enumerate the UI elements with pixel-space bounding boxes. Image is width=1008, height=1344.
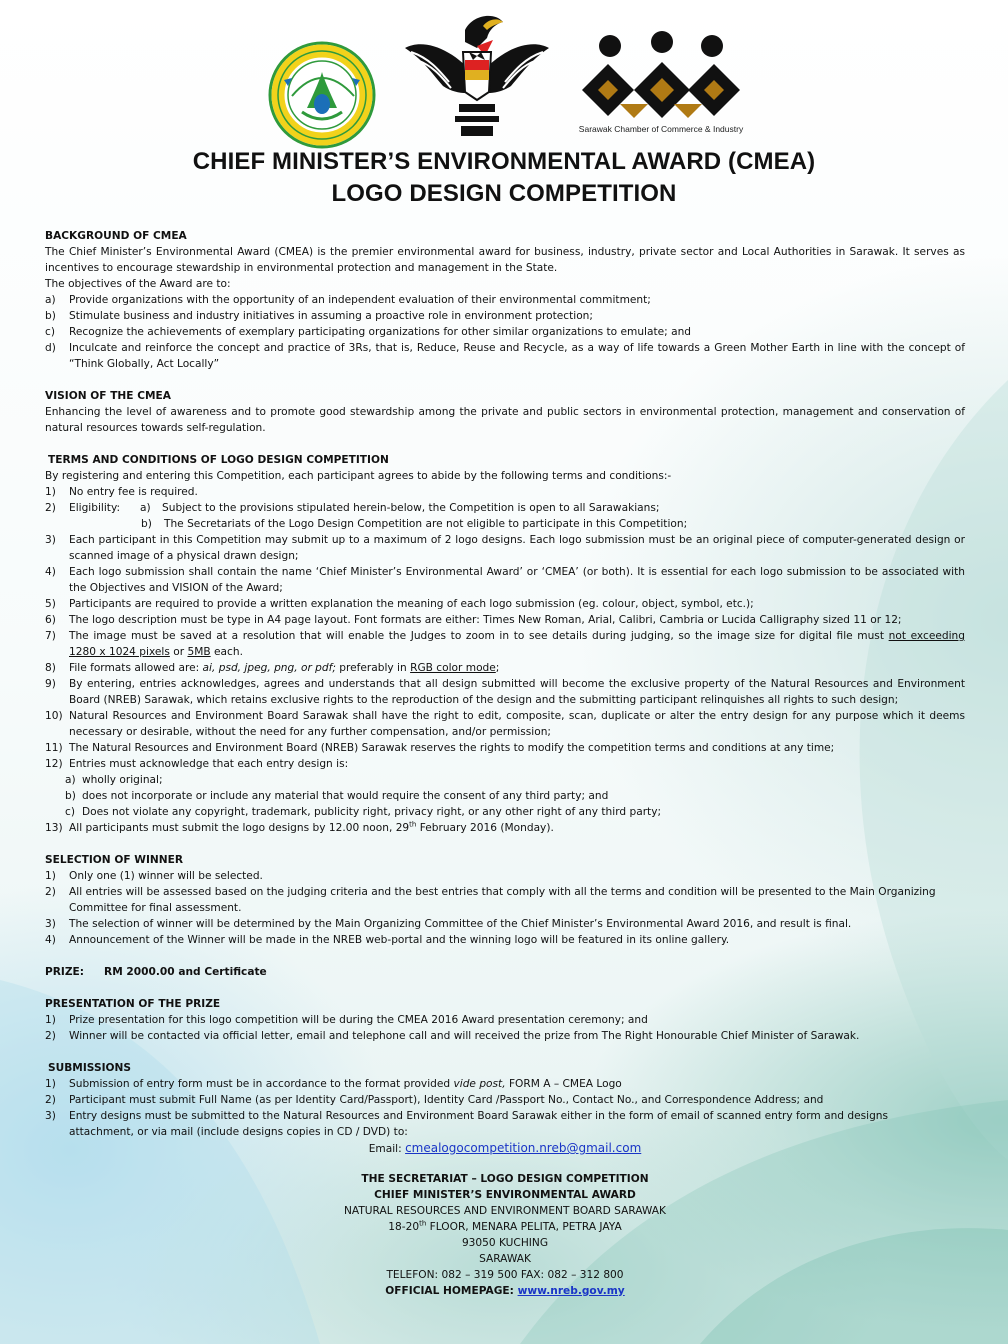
terms-intro: By registering and entering this Competition, each participant agrees to abide by the following terms and conditions:-: [45, 470, 672, 482]
prize-label: PRIZE:: [45, 966, 85, 978]
address-line: CHIEF MINISTER’S ENVIRONMENTAL AWARD: [374, 1189, 636, 1201]
list-item-cont: Board (NREB) Sarawak, which retains exclusive rights to the reproduction of the design and the submitting participant relinquishes all rights to such design;: [69, 694, 899, 706]
nreb-logo: [262, 40, 382, 150]
vision-heading: VISION OF THE CMEA: [45, 390, 171, 402]
background-para-cont: incentives to encourage stewardship in environmental protection and management in the State.: [45, 262, 558, 274]
page-title-line2: LOGO DESIGN COMPETITION: [331, 180, 677, 207]
address-line: 18-20th FLOOR, MENARA PELITA, PETRA JAYA: [388, 1219, 622, 1233]
list-item: 2) Winner will be contacted via official letter, email and telephone call and will received the prize from The Right Honourable Chief Minister of Sarawak.: [45, 1030, 860, 1042]
list-item: a) Provide organizations with the opportunity of an independent evaluation of their environmental commitment;: [45, 294, 651, 306]
homepage-link[interactable]: www.nreb.gov.my: [517, 1285, 625, 1297]
list-item: 3) The selection of winner will be determined by the Main Organizing Committee of the Chief Minister’s Environmental Award 2016, and result is final.: [45, 918, 852, 930]
list-item: 5) Participants are required to provide a written explanation the meaning of each logo submission (eg. colour, object, symbol, etc.);: [45, 598, 754, 610]
list-item: d) Inculcate and reinforce the concept and practice of 3Rs, that is, Reduce, Reuse and Recycle, as a way of life towards a Green Mother Earth in line with the concept of: [45, 342, 965, 354]
winner-heading: SELECTION OF WINNER: [45, 854, 184, 866]
homepage-label: OFFICIAL HOMEPAGE:: [385, 1285, 514, 1297]
list-item: 4) Each logo submission shall contain the name ‘Chief Minister’s Environmental Award’ or ‘CMEA’ (or both). It is essential for each logo submission to be associated with: [45, 566, 965, 578]
email-label: Email:: [368, 1143, 402, 1155]
list-item: 10) Natural Resources and Environment Board Sarawak shall have the right to edit, composite, scan, duplicate or alter the entry design for any purpose which it deems: [45, 710, 965, 722]
list-item: 2) Participant must submit Full Name (as per Identity Card/Passport), Identity Card /Passport No., Contact No., and Correspondence Address; and: [45, 1094, 824, 1106]
address-line: 93050 KUCHING: [461, 1237, 549, 1249]
email-link[interactable]: cmealogocompetition.nreb@gmail.com: [405, 1141, 642, 1155]
list-item: 1) No entry fee is required.: [45, 486, 198, 498]
list-item: 13) All participants must submit the logo designs by 12.00 noon, 29th February 2016 (Monday).: [45, 820, 554, 834]
list-item-sub: b) does not incorporate or include any material that would require the consent of any third party; and: [65, 790, 609, 802]
document-body: [45, 228, 965, 1299]
prize-value: RM 2000.00 and Certificate: [104, 966, 267, 978]
prize-line: [45, 964, 965, 980]
list-item: c) Recognize the achievements of exemplary participating organizations for other similar organizations to emulate; and: [45, 326, 692, 338]
submissions-heading: SUBMISSIONS: [48, 1062, 132, 1074]
vision-text-cont: natural resources towards self-regulation.: [45, 422, 266, 434]
background-para: The Chief Minister’s Environmental Award (CMEA) is the premier environmental award for business, industry, private sector and Local Authorities in Sarawak. It serves as: [45, 246, 965, 258]
list-item-cont: the Objectives and VISION of the Award;: [69, 582, 283, 594]
list-item: 7) The image must be saved at a resolution that will enable the Judges to zoom in to see details during judging, so the image size for digital file must not exceeding: [45, 630, 965, 642]
list-item: 2) Eligibility: a) Subject to the provisions stipulated herein-below, the Competition is open to all Sarawakians;: [45, 502, 660, 514]
list-item: 1) Only one (1) winner will be selected.: [45, 870, 263, 882]
presentation-heading: PRESENTATION OF THE PRIZE: [45, 998, 221, 1010]
list-item-cont: Committee for final assessment.: [69, 902, 242, 914]
list-item: b) Stimulate business and industry initiatives in assuming a proactive role in environment protection;: [45, 310, 593, 322]
list-item: 3) Entry designs must be submitted to the Natural Resources and Environment Board Sarawak either in the form of email of scanned entry form and designs: [45, 1110, 889, 1122]
list-item: 2) All entries will be assessed based on the judging criteria and the best entries that comply with all the terms and condition will be presented to the Main Organizing: [45, 886, 936, 898]
objectives-intro: The objectives of the Award are to:: [45, 278, 231, 290]
list-item-cont: scanned image of a physical drawn design;: [69, 550, 299, 562]
list-item-sub: b) The Secretariats of the Logo Design Competition are not eligible to participate in this Competition;: [141, 518, 688, 530]
vision-text: Enhancing the level of awareness and to promote good stewardship among the private and public sectors in environmental protection, management and conservation of: [45, 406, 965, 418]
list-item: 1) Submission of entry form must be in accordance to the format provided vide post, FORM A – CMEA Logo: [45, 1078, 622, 1090]
page-title-line1: CHIEF MINISTER’S ENVIRONMENTAL AWARD (CMEA): [192, 148, 816, 175]
scci-logo: [580, 30, 742, 122]
list-item-sub: c) Does not violate any copyright, trademark, publicity right, privacy right, or any other right of any third party;: [65, 806, 662, 818]
sarawak-crest-logo: [403, 8, 551, 140]
telefon-line: TELEFON: 082 – 319 500 FAX: 082 – 312 800: [386, 1269, 624, 1281]
list-item-cont: “Think Globally, Act Locally”: [69, 358, 220, 370]
list-item-sub: a) wholly original;: [65, 774, 163, 786]
list-item: 3) Each participant in this Competition may submit up to a maximum of 2 logo designs. Each logo submission must be an original piece of computer-generated design or: [45, 534, 965, 546]
list-item-cont: necessary or desirable, without the need for any further compensation, and/or permission;: [69, 726, 551, 738]
list-item: 6) The logo description must be type in A4 page layout. Font formats are either: Times New Roman, Arial, Calibri, Cambria or Lucida Calligraphy sized 11 or 12;: [45, 614, 902, 626]
address-line: THE SECRETARIAT – LOGO DESIGN COMPETITION: [361, 1173, 649, 1185]
terms-heading: TERMS AND CONDITIONS OF LOGO DESIGN COMPETITION: [48, 454, 389, 466]
homepage-line: [45, 1283, 965, 1299]
list-item: 9) By entering, entries acknowledges, agrees and understands that all design submitted will become the exclusive property of the Natural Resources and Environment: [45, 678, 965, 690]
list-item: 12) Entries must acknowledge that each entry design is:: [45, 758, 349, 770]
list-item-cont: 1280 x 1024 pixels or 5MB each.: [69, 646, 243, 658]
address-line: SARAWAK: [479, 1253, 531, 1265]
address-line: NATURAL RESOURCES AND ENVIRONMENT BOARD SARAWAK: [343, 1205, 667, 1217]
scci-caption: Sarawak Chamber of Commerce & Industry: [578, 124, 744, 134]
background-heading: BACKGROUND OF CMEA: [45, 230, 187, 242]
list-item-cont: attachment, or via mail (include designs copies in CD / DVD) to:: [69, 1126, 408, 1138]
list-item: 11) The Natural Resources and Environment Board (NREB) Sarawak reserves the rights to modify the competition terms and conditions at any time;: [45, 742, 835, 754]
list-item: 8) File formats allowed are: ai, psd, jpeg, png, or pdf; preferably in RGB color mode;: [45, 662, 500, 674]
list-item: 1) Prize presentation for this logo competition will be during the CMEA 2016 Award presentation ceremony; and: [45, 1014, 648, 1026]
email-line: [45, 1140, 965, 1157]
list-item: 4) Announcement of the Winner will be made in the NREB web-portal and the winning logo will be featured in its online gallery.: [45, 934, 730, 946]
